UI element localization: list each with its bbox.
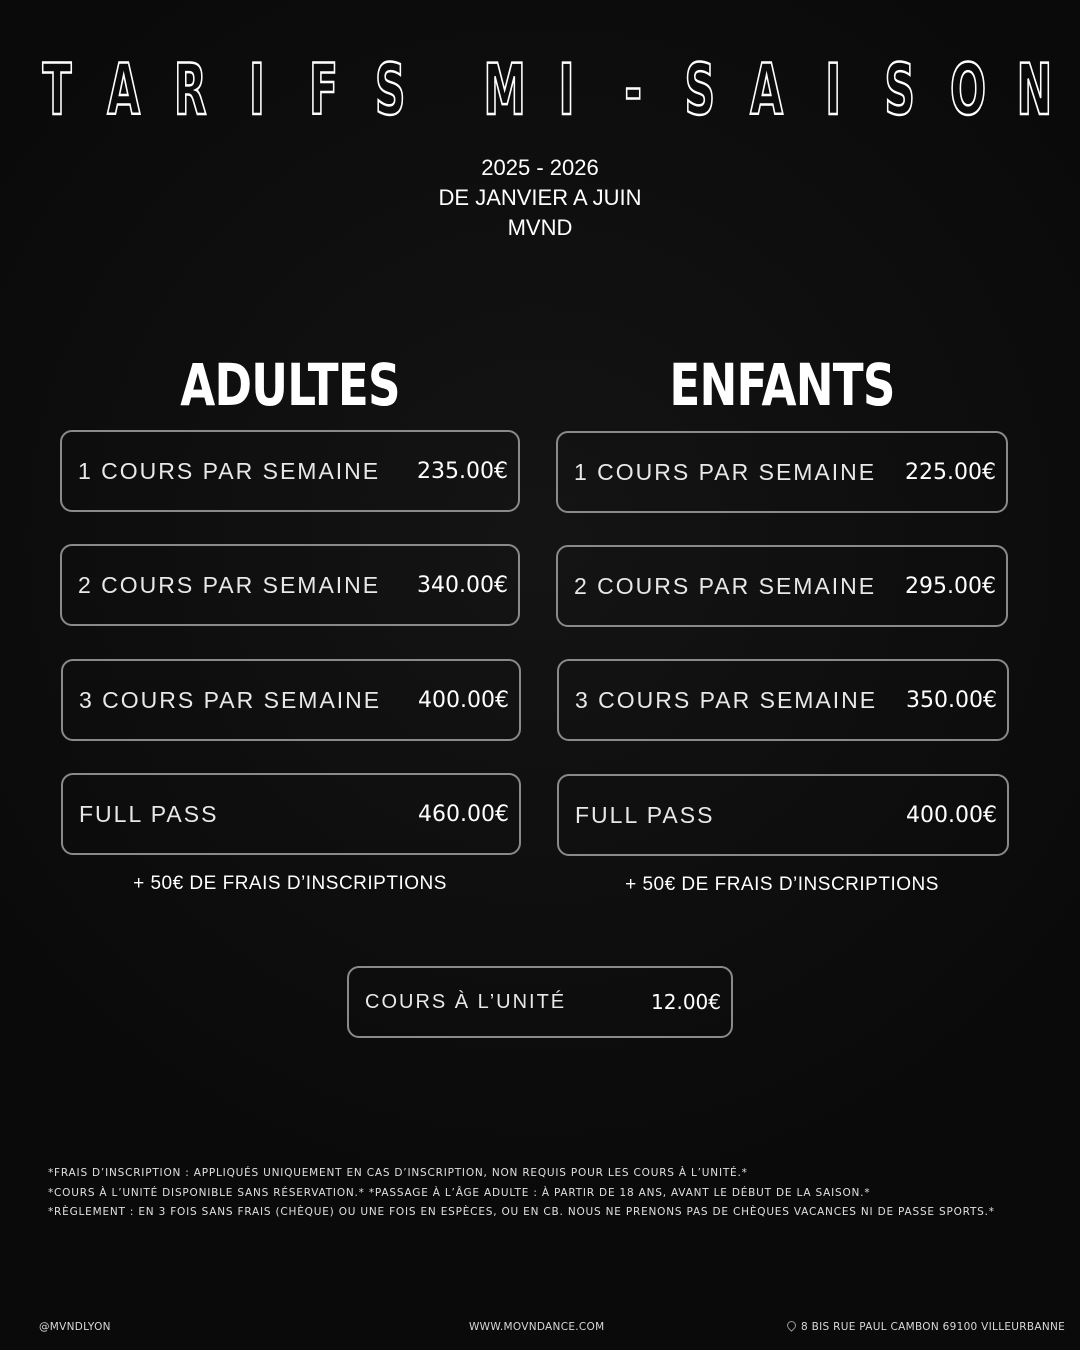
location-pin-icon <box>785 1319 798 1332</box>
website-link[interactable]: WWW.MOVNDANCE.COM <box>469 1321 605 1333</box>
enfants-fees-note: + 50€ DE FRAIS D’INSCRIPTIONS <box>625 874 939 895</box>
title-letter: R <box>173 49 207 131</box>
title-letter: T <box>42 49 72 131</box>
season-text: 2025 - 2026 <box>481 155 599 180</box>
title-letter: I <box>248 49 265 131</box>
title-letter: A <box>750 49 783 131</box>
unit-price: 12.00€ <box>651 990 721 1014</box>
plan-label: 2 COURS PAR SEMAINE <box>78 571 381 598</box>
address-text: 8 BIS RUE PAUL CAMBON 69100 VILLEURBANNE <box>801 1321 1066 1333</box>
title-letter: S <box>684 49 716 131</box>
title-letter: O <box>949 49 987 131</box>
plan-price: 460.00€ <box>418 801 509 827</box>
title-letter: - <box>624 49 643 131</box>
title-letter: N <box>1016 49 1053 131</box>
enfants-price-card <box>557 774 1009 856</box>
adultes-fees-note: + 50€ DE FRAIS D’INSCRIPTIONS <box>133 873 447 894</box>
plan-label: 1 COURS PAR SEMAINE <box>574 458 877 485</box>
plan-price: 400.00€ <box>418 687 509 713</box>
enfants-price-card <box>557 659 1009 741</box>
brand-text: MVND <box>507 215 573 240</box>
plan-price: 340.00€ <box>417 572 508 598</box>
footnote-line: *FRAIS D’INSCRIPTION : APPLIQUÉS UNIQUEMENT EN CAS D’INSCRIPTION, NON REQUIS POUR LES COURS À L’UNITÉ.* <box>48 1167 748 1179</box>
adultes-price-card <box>61 773 521 855</box>
footnotes <box>48 1164 1048 1223</box>
address <box>787 1321 1065 1333</box>
adultes-price-card <box>61 659 521 741</box>
adultes-heading: ADULTES <box>180 351 400 419</box>
unit-price-card <box>347 966 733 1038</box>
enfants-price-card <box>556 545 1008 627</box>
plan-label: FULL PASS <box>79 800 219 827</box>
adultes-price-card <box>60 544 520 626</box>
footnote-line: *COURS À L’UNITÉ DISPONIBLE SANS RÉSERVATION.* *PASSAGE À L’ÂGE ADULTE : À PARTIR DE 18 ANS, AVANT LE DÉBUT DE LA SAISON.* <box>48 1186 871 1199</box>
plan-label: 1 COURS PAR SEMAINE <box>78 457 381 484</box>
plan-price: 235.00€ <box>417 458 508 484</box>
title-letter: F <box>308 49 339 131</box>
period-text: DE JANVIER A JUIN <box>438 185 642 210</box>
plan-label: FULL PASS <box>575 801 715 828</box>
enfants-price-card <box>556 431 1008 513</box>
plan-price: 350.00€ <box>906 687 997 713</box>
page-title <box>31 49 1060 131</box>
plan-price: 225.00€ <box>905 459 996 485</box>
plan-price: 400.00€ <box>906 802 997 828</box>
plan-label: 3 COURS PAR SEMAINE <box>575 686 878 713</box>
plan-label: 3 COURS PAR SEMAINE <box>79 686 382 713</box>
plan-price: 295.00€ <box>905 573 996 599</box>
adultes-price-card <box>60 430 520 512</box>
title-letter: A <box>107 49 141 131</box>
title-letter: I <box>825 49 842 131</box>
title-letter: M <box>483 49 526 131</box>
footnote-line: *RÈGLEMENT : EN 3 FOIS SANS FRAIS (CHÈQUE) OU UNE FOIS EN ESPÈCES, OU EN CB. NOUS NE PRENONS PAS DE CHÈQUES VACANCES NI DE PASSE SPORTS.* <box>48 1206 995 1218</box>
plan-label: 2 COURS PAR SEMAINE <box>574 572 877 599</box>
title-letter: I <box>558 49 575 131</box>
unit-label: COURS À L’UNITÉ <box>365 990 567 1013</box>
title-letter: S <box>374 49 406 131</box>
enfants-heading: ENFANTS <box>669 351 895 419</box>
instagram-handle: @MVNDLYON <box>39 1321 111 1333</box>
title-letter: S <box>884 49 916 131</box>
